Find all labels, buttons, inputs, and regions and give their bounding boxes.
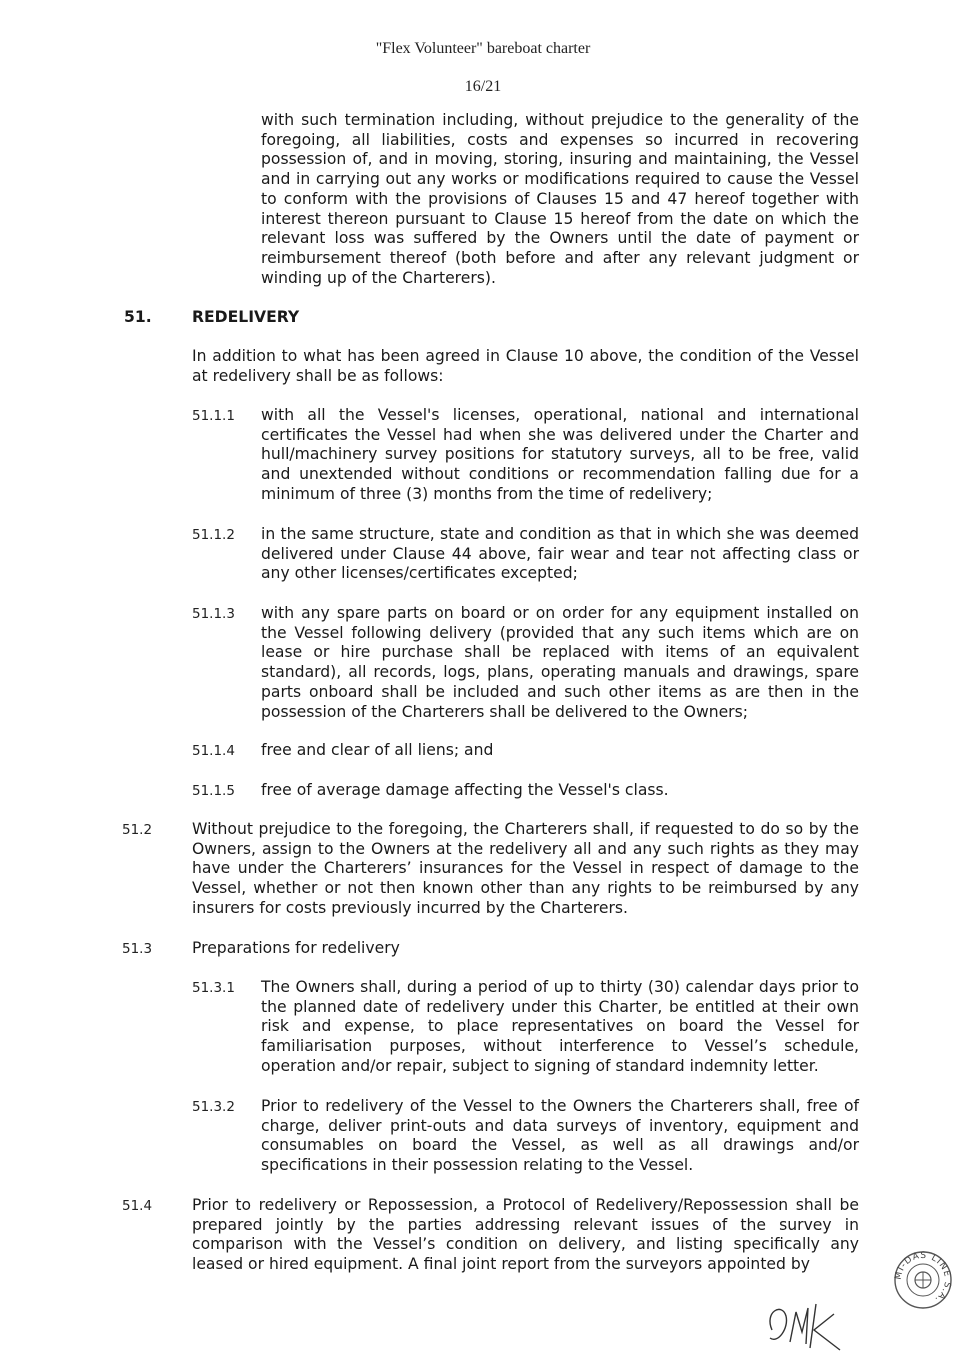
section-text: Prior to redelivery or Repossession, a Protocol of Redelivery/Repossession shall be prepared jointly by the parties addressing relevant issues of the survey in comparison with the Vessel’s condition on delivery, and listing specifically any leased or hired equipment. A final joint report from the surveyors appointed by [192,1196,859,1274]
item-number: 51.1.2 [192,527,235,543]
sub-item-text: Prior to redelivery of the Vessel to the Owners the Charterers shall, free of charge, deliver print-outs and data surveys of inventory, equipment and consumables on board the Vessel, as well as all drawings and/or specifications in their possession relating to the Vessel. [261,1097,859,1175]
item-text: with any spare parts on board or on order for any equipment installed on the Vessel following delivery (provided that any such items which are on lease or hire purchase shall be replaced with items of an equivalent standard), all records, logs, plans, operating manuals and drawings, spare parts onboard shall be included and such other items as are then in the possession of the Charterers shall be delivered to the Owners; [261,604,859,721]
item-number: 51.1.4 [192,743,235,759]
item-text: free of average damage affecting the Vessel's class. [261,781,669,799]
section-text: Preparations for redelivery [192,939,400,957]
clause-title: REDELIVERY [192,308,300,326]
item-text: in the same structure, state and condition as that in which she was deemed delivered under Clause 44 above, fair wear and tear not affecting class or any other licenses/certificates excepted; [261,525,859,583]
item-text: free and clear of all liens; and [261,741,494,759]
item-number: 51.1.3 [192,606,235,622]
item-number: 51.1.1 [192,408,235,424]
stamp-text: MI-DAS LINE S.A. [893,1250,953,1305]
document-title: "Flex Volunteer" bareboat charter [375,40,591,57]
signature [758,1292,858,1352]
company-stamp [893,1250,953,1310]
section-number: 51.4 [122,1198,153,1214]
sub-item-number: 51.3.1 [192,980,235,996]
continuation-paragraph: with such termination including, without prejudice to the generality of the foregoing, all liabilities, costs and expenses so incurred in recovering possession of, and in moving, storing, insuring and maintaining, the Vessel and in carrying out any works or modifications required to cause the Vessel to conform with the provisions of Clauses 15 and 47 hereof together with interest thereon pursuant to Clause 15 hereof from the date on which the relevant loss was suffered by the Owners until the date of payment or reimbursement thereof (both before and after any relevant judgment or winding up of the Charterers). [261,111,859,287]
item-number: 51.1.5 [192,783,235,799]
section-text: Without prejudice to the foregoing, the Charterers shall, if requested to do so by the Owners, assign to the Owners at the redelivery all and any such rights as they may have under the Charterers’ insurances for the Vessel in respect of damage to the Vessel, whether or not then known other than any rights to be reimbursed by any insurers for costs previously incurred by the Charterers. [192,820,859,917]
page-number: 16/21 [464,78,502,95]
section-number: 51.3 [122,941,153,957]
clause-intro: In addition to what has been agreed in Clause 10 above, the condition of the Vessel at redelivery shall be as follows: [192,347,859,385]
item-text: with all the Vessel's licenses, operational, national and international certificates the Vessel had when she was delivered under the Charter and hull/machinery survey positions for statutory surveys, all to be free, valid and unextended without conditions or recommendation falling due for a minimum of three (3) months from the time of redelivery; [261,406,859,503]
clause-number: 51. [124,308,152,326]
sub-item-number: 51.3.2 [192,1099,235,1115]
sub-item-text: The Owners shall, during a period of up to thirty (30) calendar days prior to the planned date of redelivery under this Charter, be entitled at their own risk and expense, to place representatives on board the Vessel for familiarisation purposes, without interference to Vessel’s schedule, operation and/or repair, subject to signing of standard indemnity letter. [261,978,859,1075]
section-number: 51.2 [122,822,153,838]
